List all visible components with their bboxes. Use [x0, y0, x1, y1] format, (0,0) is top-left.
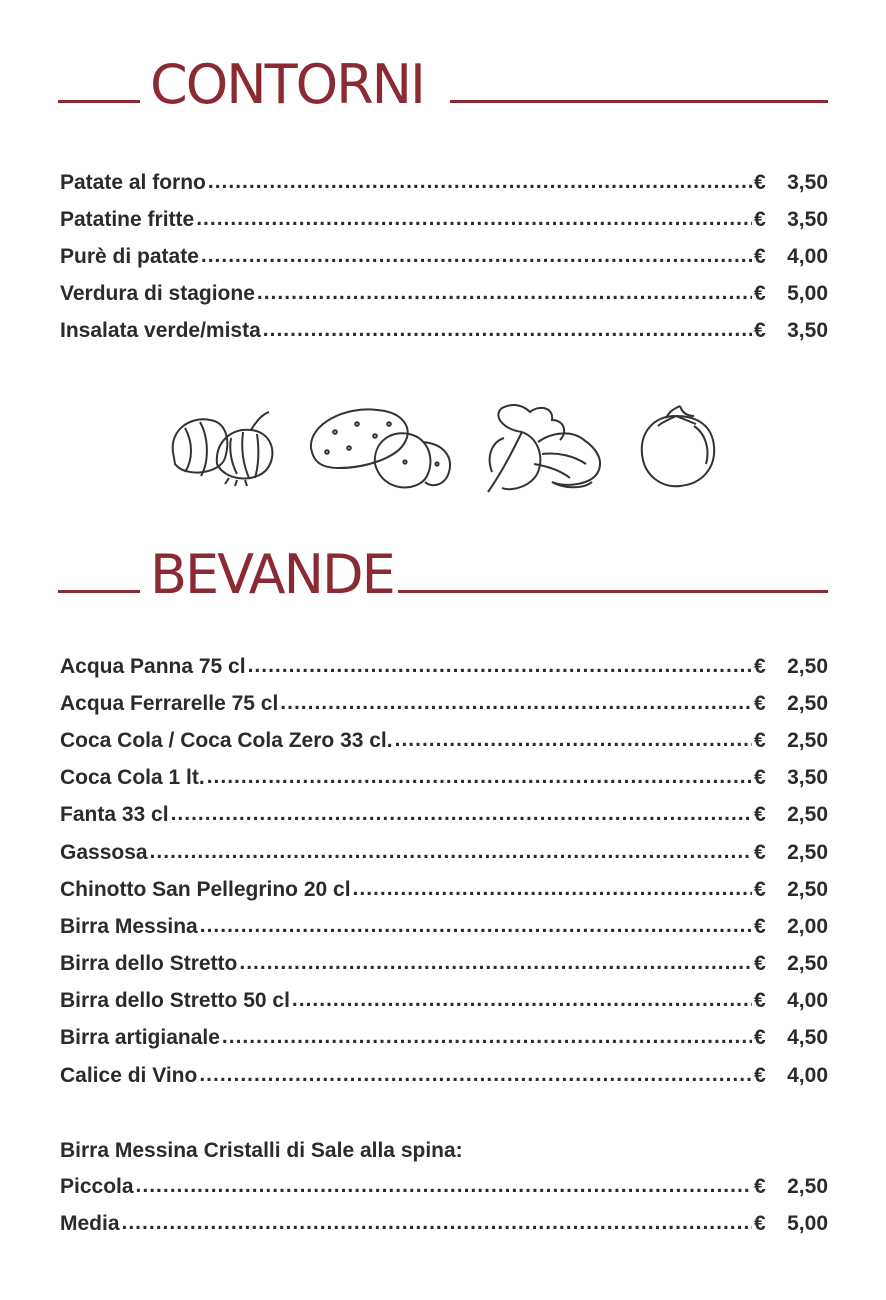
item-price: 2,00 [787, 914, 828, 938]
draft-beer-heading: Birra Messina Cristalli di Sale alla spina: [60, 1139, 463, 1162]
currency-symbol: € [754, 1211, 766, 1235]
currency-symbol: € [754, 1174, 766, 1198]
item-name: Media [60, 1211, 120, 1235]
header-rule-left [58, 100, 140, 103]
item-price: 3,50 [787, 207, 828, 231]
currency-symbol: € [754, 766, 766, 790]
item-name: Purè di patate [60, 244, 199, 268]
menu-item [60, 834, 828, 871]
menu-item [60, 313, 828, 350]
menu-item [60, 1020, 828, 1057]
onion-icon [165, 402, 280, 487]
dot-leader [136, 1176, 752, 1198]
item-price: 2,50 [787, 691, 828, 715]
item-price: 2,50 [787, 840, 828, 864]
item-price: 2,50 [787, 877, 828, 901]
dot-leader [196, 209, 752, 231]
potato-icon [305, 402, 455, 497]
item-name: Fanta 33 cl [60, 803, 169, 827]
menu-item [60, 908, 828, 945]
currency-symbol: € [754, 691, 766, 715]
dot-leader [208, 172, 752, 194]
menu-item [60, 722, 828, 759]
menu-item [60, 164, 828, 201]
dot-leader [257, 283, 752, 305]
dot-leader [222, 1027, 752, 1049]
dot-leader [171, 804, 752, 826]
currency-symbol: € [754, 803, 766, 827]
menu-item [60, 238, 828, 275]
menu-item [60, 797, 828, 834]
item-name: Birra dello Stretto 50 cl [60, 989, 290, 1013]
item-price: 5,00 [787, 282, 828, 306]
bevande-header [58, 545, 828, 605]
header-rule-left [58, 590, 140, 593]
item-name: Birra Messina [60, 914, 198, 938]
item-name: Calice di Vino [60, 1063, 198, 1087]
item-name: Chinotto San Pellegrino 20 cl [60, 877, 351, 901]
draft-beer-list [60, 1168, 828, 1242]
item-price: 2,50 [787, 728, 828, 752]
menu-item [60, 201, 828, 238]
currency-symbol: € [754, 914, 766, 938]
menu-item [60, 946, 828, 983]
dot-leader [199, 1065, 752, 1087]
currency-symbol: € [754, 728, 766, 752]
dot-leader [200, 916, 752, 938]
menu-item [60, 760, 828, 797]
item-name: Acqua Ferrarelle 75 cl [60, 691, 279, 715]
item-price: 4,00 [787, 989, 828, 1013]
item-price: 4,00 [787, 244, 828, 268]
currency-symbol: € [754, 877, 766, 901]
item-price: 2,50 [787, 1174, 828, 1198]
contorni-title: CONTORNI [150, 53, 424, 116]
dot-leader [201, 246, 752, 268]
contorni-header [58, 55, 828, 115]
dot-leader [395, 730, 752, 752]
currency-symbol: € [754, 952, 766, 976]
dot-leader [122, 1213, 752, 1235]
item-price: 4,50 [787, 1026, 828, 1050]
bevande-list [60, 648, 828, 1094]
item-price: 5,00 [787, 1211, 828, 1235]
item-name: Verdura di stagione [60, 282, 255, 306]
currency-symbol: € [754, 1063, 766, 1087]
item-name: Insalata verde/mista [60, 319, 261, 343]
tomato-icon [636, 402, 721, 492]
menu-item [60, 1205, 828, 1242]
item-price: 3,50 [787, 170, 828, 194]
menu-item [60, 685, 828, 722]
dot-leader [263, 320, 752, 342]
currency-symbol: € [754, 1026, 766, 1050]
bevande-title: BEVANDE [150, 543, 394, 606]
item-name: Acqua Panna 75 cl [60, 654, 246, 678]
contorni-list [60, 164, 828, 350]
item-name: Piccola [60, 1174, 134, 1198]
header-rule-right [450, 100, 828, 103]
item-price: 3,50 [787, 766, 828, 790]
item-price: 2,50 [787, 654, 828, 678]
dot-leader [292, 990, 752, 1012]
dot-leader [239, 953, 752, 975]
currency-symbol: € [754, 207, 766, 231]
header-rule-right [398, 590, 828, 593]
item-name: Birra artigianale [60, 1026, 220, 1050]
currency-symbol: € [754, 244, 766, 268]
item-price: 2,50 [787, 803, 828, 827]
item-name: Coca Cola 1 lt. [60, 766, 205, 790]
currency-symbol: € [754, 170, 766, 194]
menu-item [60, 1168, 828, 1205]
menu-item [60, 983, 828, 1020]
lettuce-icon [482, 402, 612, 497]
item-name: Birra dello Stretto [60, 952, 238, 976]
item-name: Patatine fritte [60, 207, 195, 231]
menu-item [60, 648, 828, 685]
item-name: Coca Cola / Coca Cola Zero 33 cl. [60, 728, 393, 752]
menu-item [60, 1057, 828, 1094]
dot-leader [353, 879, 752, 901]
currency-symbol: € [754, 989, 766, 1013]
dot-leader [150, 842, 752, 864]
currency-symbol: € [754, 654, 766, 678]
dot-leader [280, 693, 752, 715]
item-name: Gassosa [60, 840, 148, 864]
dot-leader [248, 656, 752, 678]
dot-leader [207, 767, 752, 789]
currency-symbol: € [754, 282, 766, 306]
item-price: 4,00 [787, 1063, 828, 1087]
item-price: 2,50 [787, 952, 828, 976]
item-price: 3,50 [787, 319, 828, 343]
currency-symbol: € [754, 319, 766, 343]
currency-symbol: € [754, 840, 766, 864]
menu-item [60, 276, 828, 313]
menu-item [60, 871, 828, 908]
item-name: Patate al forno [60, 170, 206, 194]
